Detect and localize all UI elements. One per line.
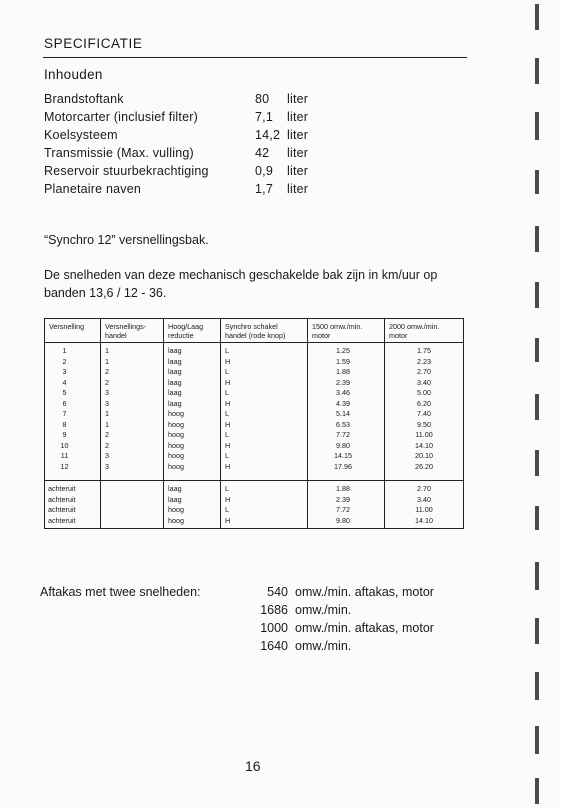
- table-cell: H: [221, 516, 308, 529]
- binding-mark: [535, 282, 539, 308]
- pto-rpm: 1686: [260, 603, 288, 617]
- pto-line: [252, 585, 434, 603]
- table-cell: [101, 472, 164, 481]
- table-cell: 2: [45, 357, 101, 368]
- table-cell: hoog: [164, 451, 221, 462]
- capacity-row: [44, 146, 364, 164]
- table-cell: H: [221, 462, 308, 473]
- capacity-name: Motorcarter (inclusief filter): [44, 110, 198, 124]
- capacity-unit: liter: [287, 182, 309, 196]
- binding-mark: [535, 726, 539, 754]
- capacity-row: [44, 110, 364, 128]
- table-row: [45, 462, 464, 473]
- table-cell: 3: [45, 367, 101, 378]
- table-cell: 2.70: [385, 481, 464, 495]
- table-cell: laag: [164, 481, 221, 495]
- table-cell: 9.50: [385, 420, 464, 431]
- subsection-title: Inhouden: [44, 67, 103, 82]
- reverse-gears: [45, 481, 464, 529]
- pto-text: omw./min.: [295, 603, 352, 617]
- column-header: Synchro schakel handel (rode knop): [221, 319, 308, 343]
- table-cell: 14.10: [385, 441, 464, 452]
- table-cell: 2.39: [308, 495, 385, 506]
- column-header: 1500 omw./min. motor: [308, 319, 385, 343]
- capacity-name: Transmissie (Max. vulling): [44, 146, 194, 160]
- table-header-row: [45, 319, 464, 343]
- table-row: [45, 420, 464, 431]
- table-cell: 14.10: [385, 516, 464, 529]
- capacity-unit: liter: [287, 146, 309, 160]
- table-cell: 7.40: [385, 409, 464, 420]
- table-cell: [221, 472, 308, 481]
- binding-mark: [535, 506, 539, 530]
- capacity-value: 0,9: [255, 164, 273, 178]
- capacity-row: [44, 92, 364, 110]
- table-row: [45, 343, 464, 357]
- table-row: [45, 430, 464, 441]
- table-cell: 1.59: [308, 357, 385, 368]
- table-cell: achteruit: [45, 516, 101, 529]
- gear-speed-table: [44, 318, 464, 529]
- forward-gears: [45, 343, 464, 481]
- binding-mark: [535, 394, 539, 420]
- table-cell: 26.20: [385, 462, 464, 473]
- table-row: [45, 367, 464, 378]
- table-row: [45, 505, 464, 516]
- gearbox-title: “Synchro 12” versnellingsbak.: [44, 233, 209, 247]
- table-cell: 1: [101, 409, 164, 420]
- table-cell: achteruit: [45, 495, 101, 506]
- table-cell: 2.23: [385, 357, 464, 368]
- capacity-unit: liter: [287, 164, 309, 178]
- capacity-row: [44, 164, 364, 182]
- table-cell: [308, 472, 385, 481]
- capacity-name: Koelsysteem: [44, 128, 118, 142]
- binding-mark: [535, 618, 539, 644]
- table-row: [45, 451, 464, 462]
- capacity-value: 14,2: [255, 128, 281, 142]
- table-cell: 9: [45, 430, 101, 441]
- pto-line: [252, 621, 434, 639]
- column-header: Versnelling: [45, 319, 101, 343]
- binding-mark: [535, 778, 539, 804]
- capacity-value: 7,1: [255, 110, 273, 124]
- table-cell: 3: [101, 388, 164, 399]
- table-row: [45, 481, 464, 495]
- pto-text: omw./min. aftakas, motor: [295, 585, 434, 599]
- pto-text: omw./min. aftakas, motor: [295, 621, 434, 635]
- table-row: [45, 409, 464, 420]
- table-spacer-row: [45, 472, 464, 481]
- capacity-name: Reservoir stuurbekrachtiging: [44, 164, 209, 178]
- table-cell: 10: [45, 441, 101, 452]
- table-cell: [101, 505, 164, 516]
- table-cell: L: [221, 505, 308, 516]
- capacity-unit: liter: [287, 128, 309, 142]
- table-cell: L: [221, 451, 308, 462]
- table-cell: laag: [164, 367, 221, 378]
- table-cell: [385, 472, 464, 481]
- page-number: 16: [245, 758, 261, 774]
- pto-line: [252, 603, 434, 621]
- table-cell: H: [221, 357, 308, 368]
- header-rule: [43, 57, 467, 58]
- section-title: SPECIFICATIE: [44, 36, 143, 51]
- table-cell: 1: [101, 343, 164, 357]
- binding-mark: [535, 4, 539, 30]
- column-header: Hoog/Laag reductie: [164, 319, 221, 343]
- table-cell: hoog: [164, 505, 221, 516]
- pto-label: Aftakas met twee snelheden:: [40, 585, 201, 599]
- table-row: [45, 399, 464, 410]
- table-cell: 3.40: [385, 378, 464, 389]
- table-cell: 1.25: [308, 343, 385, 357]
- table-cell: 1: [45, 343, 101, 357]
- table-cell: [101, 495, 164, 506]
- table-cell: achteruit: [45, 505, 101, 516]
- table-cell: laag: [164, 357, 221, 368]
- table-cell: 6.53: [308, 420, 385, 431]
- table-cell: 2: [101, 378, 164, 389]
- table-cell: hoog: [164, 409, 221, 420]
- table-cell: L: [221, 409, 308, 420]
- table-cell: L: [221, 367, 308, 378]
- table-cell: 3: [101, 399, 164, 410]
- table-cell: [164, 472, 221, 481]
- table-cell: achteruit: [45, 481, 101, 495]
- table-cell: 1.88: [308, 481, 385, 495]
- table-cell: H: [221, 441, 308, 452]
- capacity-value: 1,7: [255, 182, 273, 196]
- table-cell: 9.80: [308, 516, 385, 529]
- table-cell: 1: [101, 357, 164, 368]
- table-cell: laag: [164, 343, 221, 357]
- table-cell: 20.10: [385, 451, 464, 462]
- table-cell: 2: [101, 367, 164, 378]
- table-row: [45, 378, 464, 389]
- table-cell: hoog: [164, 516, 221, 529]
- table-cell: 3.40: [385, 495, 464, 506]
- pto-rpm: 1640: [260, 639, 288, 653]
- table-cell: 11.00: [385, 505, 464, 516]
- table-cell: 2: [101, 441, 164, 452]
- column-header: Versnellings- handel: [101, 319, 164, 343]
- binding-mark: [535, 450, 539, 476]
- table-cell: [45, 472, 101, 481]
- intro-paragraph: De snelheden van deze mechanisch geschakelde bak zijn in km/uur op banden 13,6 / 12 - 36.: [44, 268, 438, 300]
- capacity-unit: liter: [287, 110, 309, 124]
- table-row: [45, 441, 464, 452]
- pto-rpm: 540: [267, 585, 288, 599]
- table-cell: 6.20: [385, 399, 464, 410]
- table-cell: 9.80: [308, 441, 385, 452]
- column-header: 2000 omw./min. motor: [385, 319, 464, 343]
- capacity-value: 80: [255, 92, 270, 106]
- binding-mark: [535, 672, 539, 700]
- table-cell: H: [221, 399, 308, 410]
- table-cell: 1: [101, 420, 164, 431]
- pto-text: omw./min.: [295, 639, 352, 653]
- binding-mark: [535, 562, 539, 590]
- table-cell: 5: [45, 388, 101, 399]
- table-cell: laag: [164, 399, 221, 410]
- table-row: [45, 495, 464, 506]
- table-cell: H: [221, 378, 308, 389]
- table-cell: hoog: [164, 462, 221, 473]
- table-cell: hoog: [164, 430, 221, 441]
- pto-speeds: [252, 585, 434, 657]
- table-cell: L: [221, 481, 308, 495]
- capacity-row: [44, 182, 364, 200]
- table-cell: 3: [101, 451, 164, 462]
- table-cell: 5.14: [308, 409, 385, 420]
- table-cell: H: [221, 420, 308, 431]
- table-cell: hoog: [164, 420, 221, 431]
- binding-edge: [528, 0, 548, 808]
- table-row: [45, 516, 464, 529]
- table-cell: 6: [45, 399, 101, 410]
- binding-mark: [535, 112, 539, 140]
- capacity-name: Brandstoftank: [44, 92, 124, 106]
- table-cell: 3: [101, 462, 164, 473]
- table-cell: 4: [45, 378, 101, 389]
- table-row: [45, 388, 464, 399]
- table-cell: L: [221, 343, 308, 357]
- pto-rpm: 1000: [260, 621, 288, 635]
- table-cell: 7: [45, 409, 101, 420]
- capacity-name: Planetaire naven: [44, 182, 142, 196]
- table-cell: hoog: [164, 441, 221, 452]
- table-cell: 2.39: [308, 378, 385, 389]
- table-cell: laag: [164, 378, 221, 389]
- table-cell: L: [221, 388, 308, 399]
- table-cell: 2: [101, 430, 164, 441]
- table-cell: 4.39: [308, 399, 385, 410]
- table-cell: 1.88: [308, 367, 385, 378]
- table-cell: 1.75: [385, 343, 464, 357]
- capacity-value: 42: [255, 146, 270, 160]
- table-cell: 17.96: [308, 462, 385, 473]
- table-cell: 7.72: [308, 505, 385, 516]
- table-row: [45, 357, 464, 368]
- table-cell: 3.46: [308, 388, 385, 399]
- table-cell: 11: [45, 451, 101, 462]
- capacity-row: [44, 128, 364, 146]
- table-cell: laag: [164, 495, 221, 506]
- table-cell: 7.72: [308, 430, 385, 441]
- pto-line: [252, 639, 434, 657]
- table-cell: H: [221, 495, 308, 506]
- binding-mark: [535, 338, 539, 362]
- capacity-unit: liter: [287, 92, 309, 106]
- table-cell: [101, 516, 164, 529]
- table-cell: 5.00: [385, 388, 464, 399]
- table-cell: 12: [45, 462, 101, 473]
- binding-mark: [535, 226, 539, 252]
- table-cell: 8: [45, 420, 101, 431]
- table-cell: laag: [164, 388, 221, 399]
- table-cell: [101, 481, 164, 495]
- binding-mark: [535, 58, 539, 84]
- table-cell: 11.00: [385, 430, 464, 441]
- table-cell: 2.70: [385, 367, 464, 378]
- binding-mark: [535, 170, 539, 194]
- table-cell: L: [221, 430, 308, 441]
- table-cell: 14.15: [308, 451, 385, 462]
